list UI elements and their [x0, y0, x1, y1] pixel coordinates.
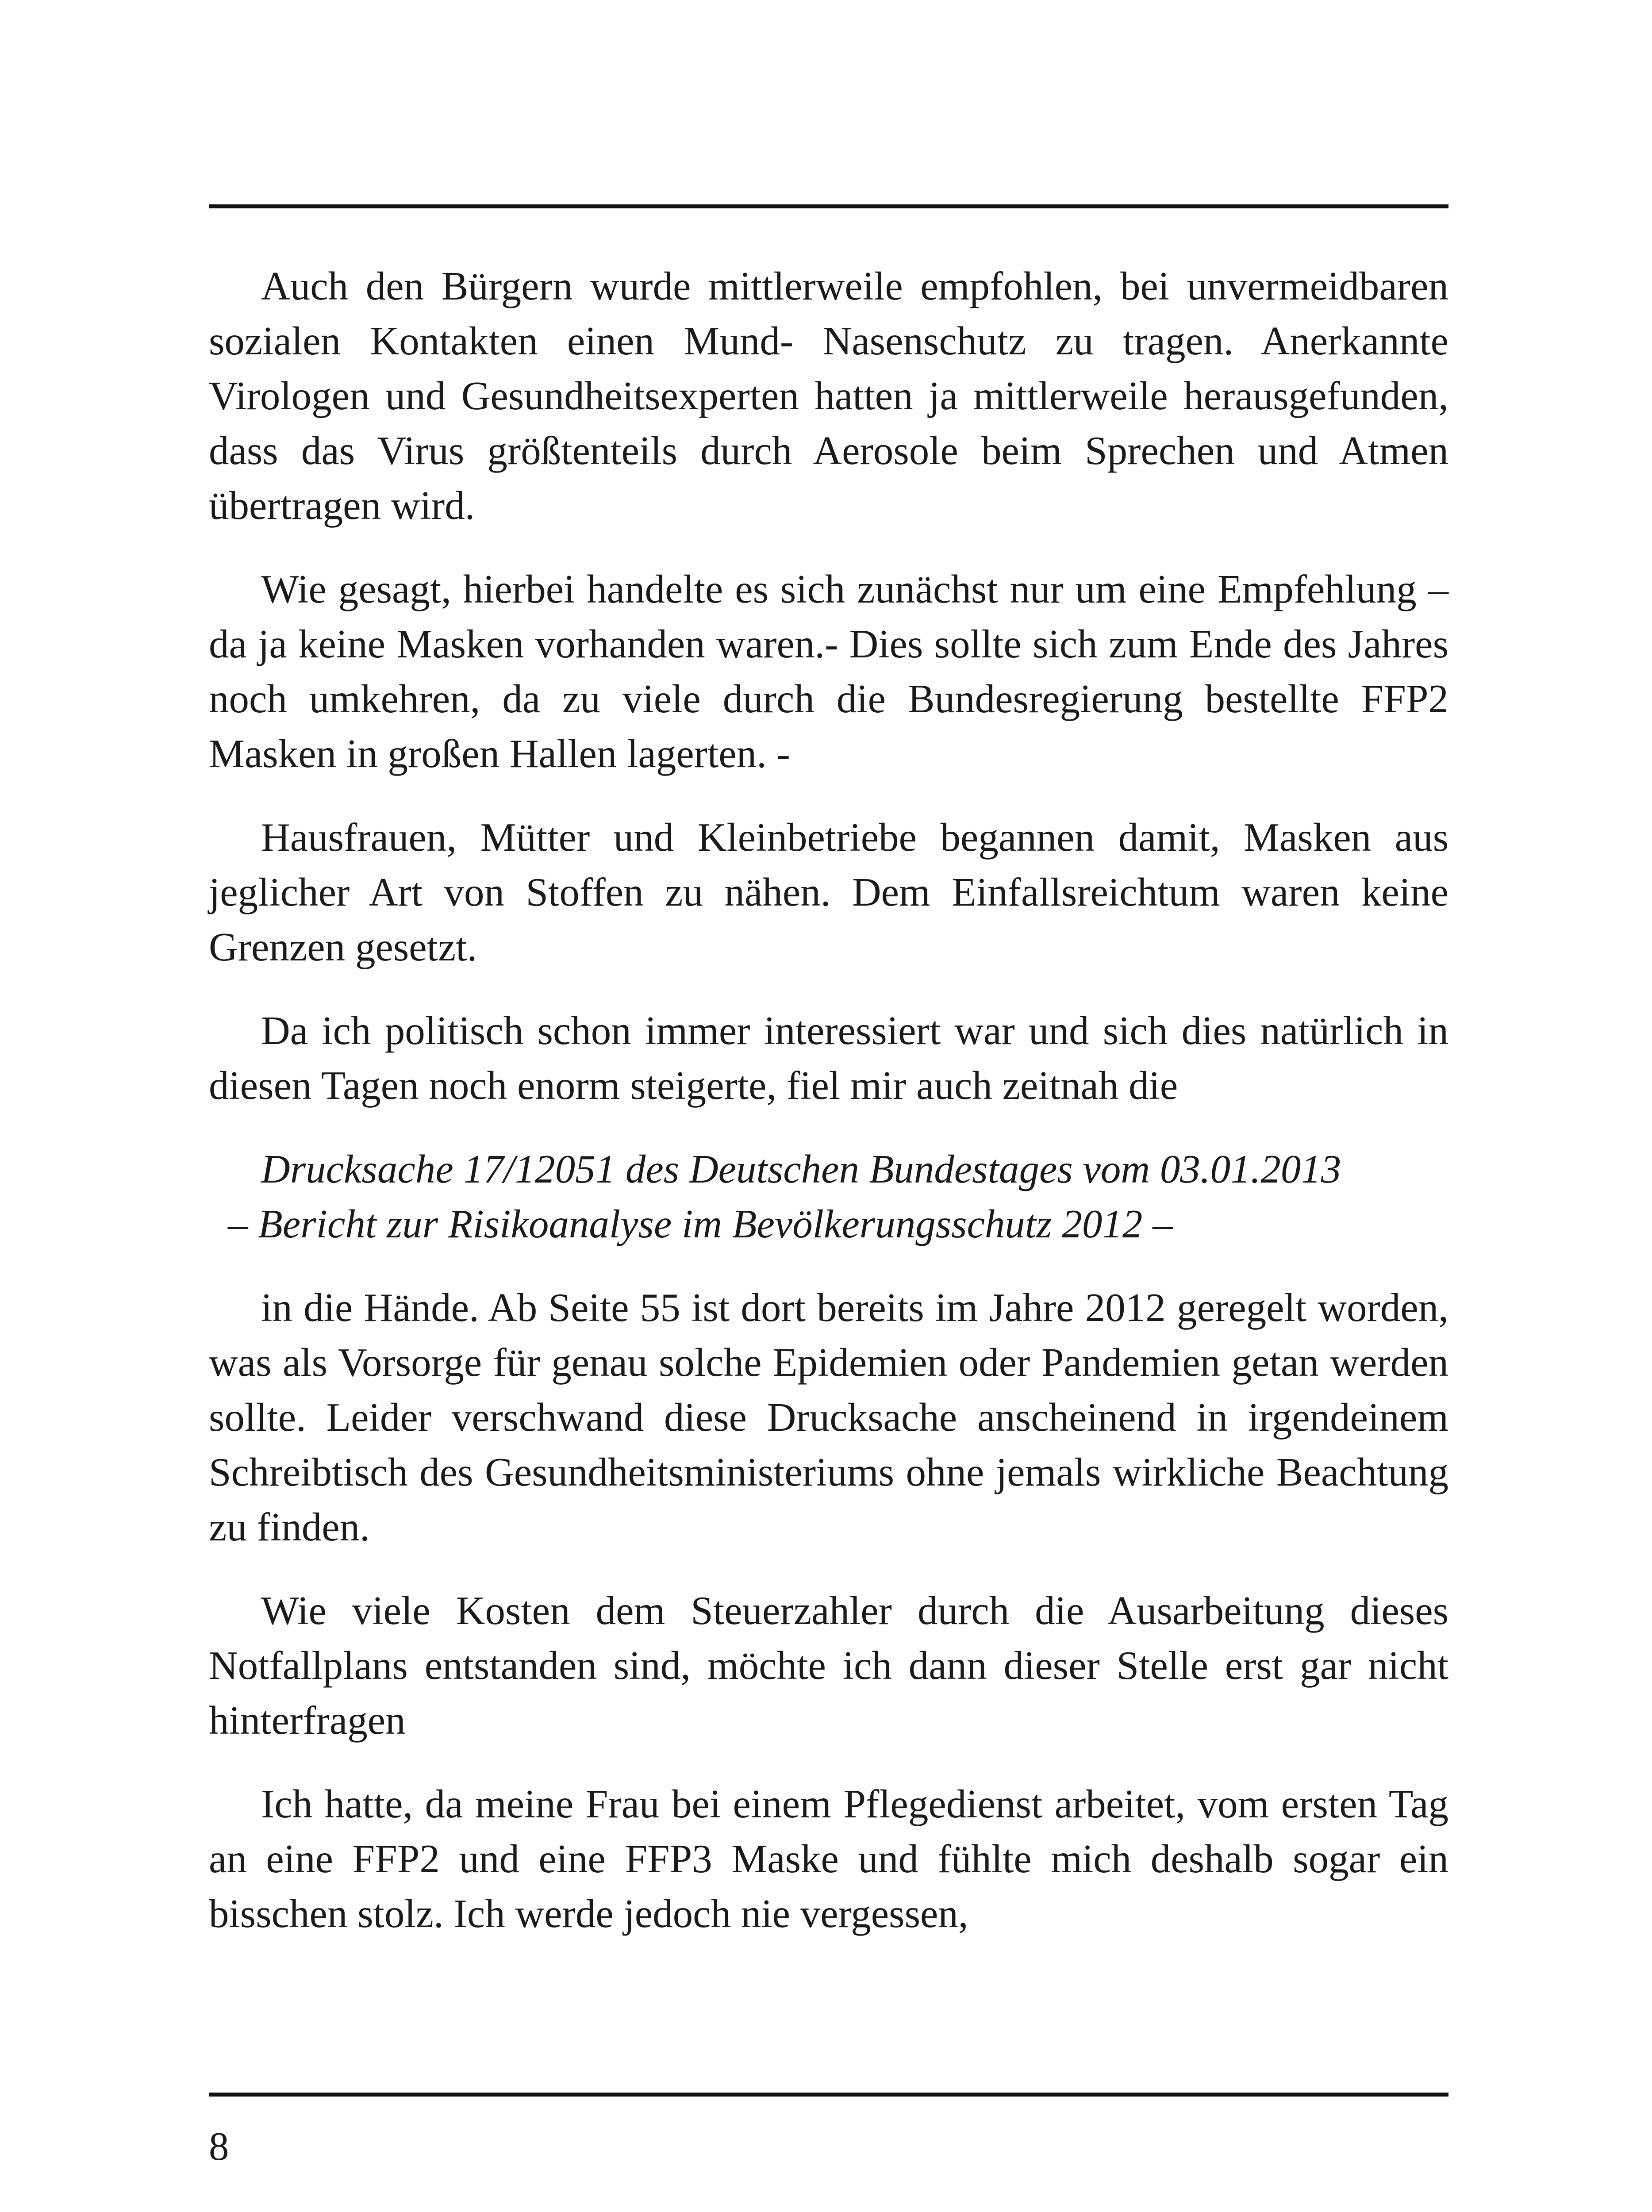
- paragraph-1: Auch den Bürgern wurde mittlerweile empfohlen, bei unvermeidbaren sozialen Kontakten einen Mund- Nasenschutz zu tragen. Anerkannte Virologen und Gesundheitsexperten hatten ja mittlerweile herausgefunden, dass das Virus größtenteils durch Aerosole beim Sprechen und Atmen übertragen wird.: [209, 264, 1448, 528]
- quote-line-1: Drucksache 17/12051 des Deutschen Bundestages vom 03.01.2013: [261, 1147, 1341, 1191]
- paragraph-2: Wie gesagt, hierbei handelte es sich zunächst nur um eine Empfehlung – da ja keine Masken vorhanden waren.- Dies sollte sich zum Ende des Jahres noch umkehren, da zu viele durch die Bundesregierung bestellte FFP2 Masken in großen Hallen lagerten. -: [209, 567, 1448, 776]
- quote-citation: [209, 1142, 1448, 1252]
- paragraph-6: Wie viele Kosten dem Steuerzahler durch die Ausarbeitung dieses Notfallplans entstanden sind, möchte ich dann dieser Stelle erst gar nicht hinterfragen: [209, 1588, 1448, 1743]
- paragraph-4: Da ich politisch schon immer interessiert war und sich dies natürlich in diesen Tagen noch enorm steigerte, fiel mir auch zeitnah die: [209, 1008, 1448, 1108]
- paragraph-7: Ich hatte, da meine Frau bei einem Pflegedienst arbeitet, vom ersten Tag an eine FFP2 und eine FFP3 Maske und fühlte mich deshalb sogar ein bisschen stolz. Ich werde jedoch nie vergessen,: [209, 1782, 1448, 1936]
- header-rule: [209, 204, 1448, 208]
- body-text: [209, 259, 1448, 1970]
- quote-line-2: – Bericht zur Risikoanalyse im Bevölkerungsschutz 2012 –: [228, 1202, 1173, 1246]
- page-number: 8: [209, 2124, 229, 2169]
- paragraph-5: in die Hände. Ab Seite 55 ist dort bereits im Jahre 2012 geregelt worden, was als Vorsorge für genau solche Epidemien oder Pandemien getan werden sollte. Leider verschwand diese Drucksache anscheinend in irgendeinem Schreibtisch des Gesundheitsministeriums ohne jemals wirkliche Beachtung zu finden.: [209, 1285, 1448, 1549]
- paragraph-3: Hausfrauen, Mütter und Kleinbetriebe begannen damit, Masken aus jeglicher Art von Stoffen zu nähen. Dem Einfallsreichtum waren keine Grenzen gesetzt.: [209, 815, 1448, 969]
- footer-rule: [209, 2093, 1448, 2097]
